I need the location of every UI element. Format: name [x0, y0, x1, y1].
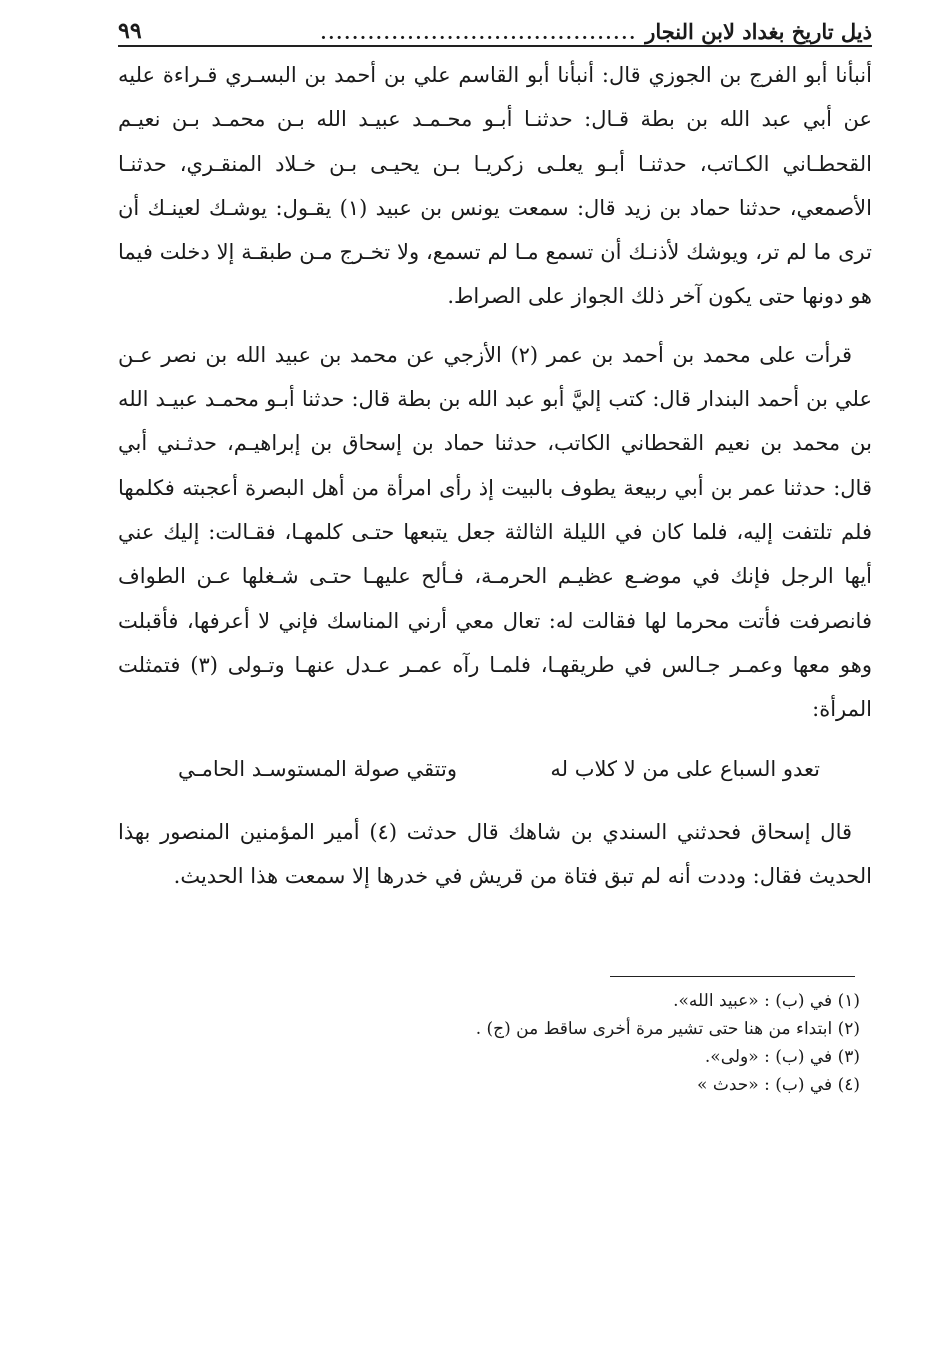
- poetry-verse: [118, 747, 872, 791]
- paragraph-1: أنبأنا أبو الفرج بن الجوزي قال: أنبأنا أبو القاسم علي بن أحمد بن البسـري قـراءة عليه عن أبي عبد الله بن بطة قـال: حدثنـا أبـو محـمـد عبيـد الله بـن محمـد بـن نعيـم القحطـاني الكـاتب، حدثنـا أبـو يعلـى زكريـا بـن يحيـى بـن خـلاد المنقـري، حدثنـا الأصمعي، حدثنا حماد بن زيد قال: سمعت يونس بن عبيد (١) يقـول: يوشـك لعينـك أن ترى ما لم تر، ويوشك لأذنـك أن تسمع مـا لم تسمع، ولا تخـرج مـن طبقـة إلا دخلت فيما هو دونها حتى يكون آخر ذلك الجواز على الصراط.: [118, 63, 872, 309]
- footnote-2: (٢) ابتداء من هنا حتى تشير مرة أخرى ساقط من (ج) .: [475, 1019, 860, 1039]
- footnote-3: (٣) في (ب) : «ولى».: [704, 1047, 860, 1067]
- verse-first-hemistich: تعدو السباع على من لا كلاب له: [550, 757, 820, 782]
- paragraph-2: قرأت على محمد بن أحمد بن عمر (٢) الأزجي عن محمد بن عبيد الله بن نصر عـن علي بن أحمد البندار قال: كتب إليَّ أبو عبد الله بن بطة قال: حدثنا أبـو محمـد عبيـد الله بن محمد بن نعيم القحطاني الكاتب، حدثنا حماد بن إسحاق بن إبراهيـم، حدثـني أبي قال: حدثنا عمر بن أبي ربيعة يطوف بالبيت إذ رأى امرأة من أهل البصرة أعجبته فكلمها فلم تلتفت إليه، فلما كان في الليلة الثالثة جعل يتبعها حتـى كلمهـا، فقـالت: إليك عني أيها الرجل فإنك في موضـع عظيـم الحرمـة، فـألح عليهـا حتـى شـغلها عـن الطواف فانصرفت فأتت محرما لها فقالت له: تعال معي أرني المناسك فإني لا أعرفها، فأقبلت وهو معها وعمـر جـالس في طريقهـا، فلمـا رآه عمـر عـدل عنهـا وتـولى (٣) فتمثلت المرأة:: [118, 342, 872, 722]
- running-title: ذيل تاريخ بغداد لابن النجار: [645, 19, 872, 44]
- header-rule: [118, 45, 872, 47]
- page-header: [118, 14, 872, 44]
- paragraph-3: قال إسحاق فحدثني السندي بن شاهك قال حدثت (٤) أمير المؤمنين المنصور بهذا الحديث فقال: وددت أنه لم تبق فتاة من قريش في خدرها إلا سمعت هذا الحديث.: [118, 819, 872, 889]
- page-number: ٩٩: [118, 18, 142, 44]
- footnote-separator: [610, 976, 855, 977]
- header-leader-dots: ........................................: [320, 24, 638, 44]
- main-text: [118, 53, 872, 898]
- footnote-1: (١) في (ب) : «عبيد الله».: [673, 991, 860, 1011]
- footnotes: [118, 987, 860, 1099]
- verse-second-hemistich: وتتقي صولة المستوسـد الحامـي: [178, 757, 457, 782]
- footnote-4: (٤) في (ب) : «حدث »: [697, 1075, 860, 1095]
